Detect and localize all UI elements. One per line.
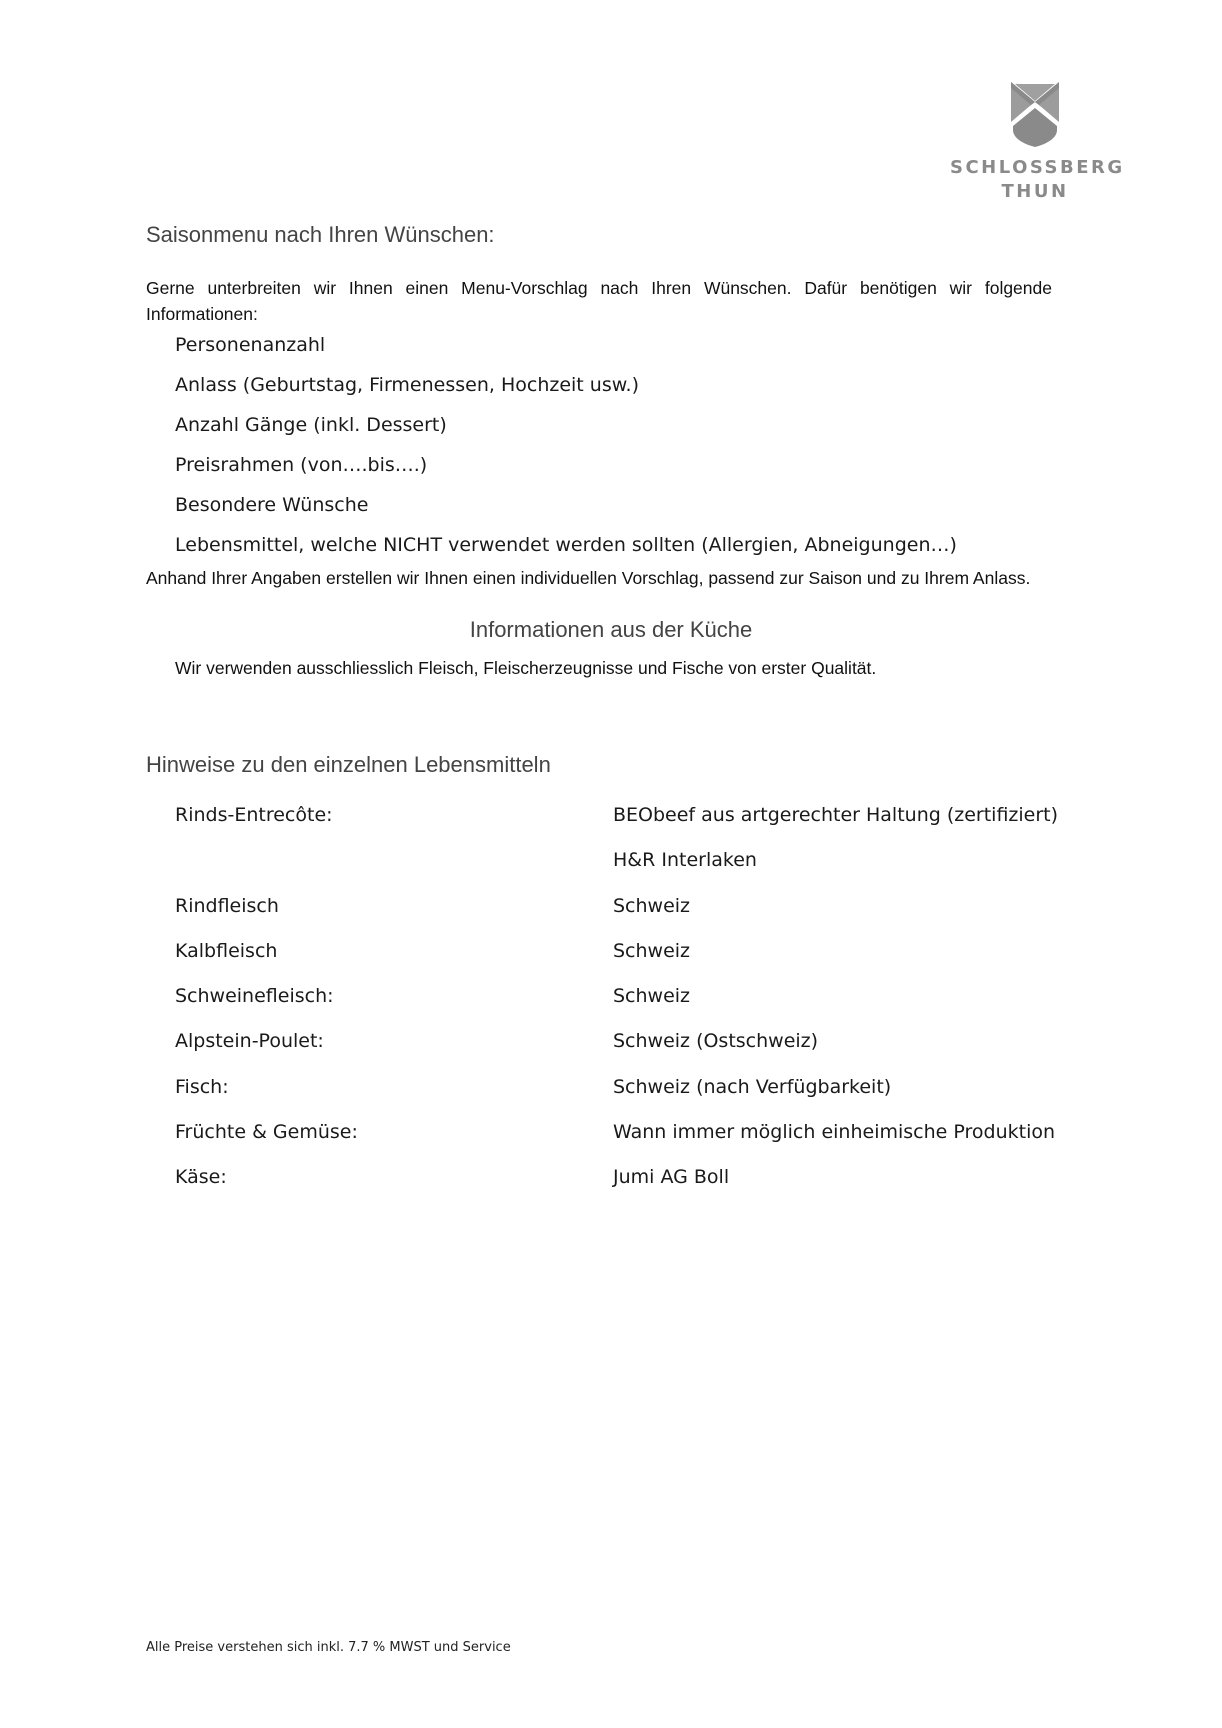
row-label: Alpstein-Poulet:	[175, 1030, 324, 1053]
food-origin-table	[175, 800, 1075, 1208]
outro-paragraph: Anhand Ihrer Angaben erstellen wir Ihnen einen individuellen Vorschlag, passend zur Saison und zu Ihrem Anlass.	[146, 568, 1031, 588]
list-item: Personenanzahl	[175, 334, 326, 356]
row-value: Schweiz (Ostschweiz)	[613, 1030, 819, 1053]
logo	[950, 80, 1125, 204]
table-row	[175, 1162, 1075, 1207]
table-row	[175, 800, 1075, 845]
table-row	[175, 891, 1075, 936]
row-label: Käse:	[175, 1166, 227, 1189]
table-row	[175, 936, 1075, 981]
list-item: Anlass (Geburtstag, Firmenessen, Hochzeit usw.)	[175, 374, 639, 396]
row-label: Früchte & Gemüse:	[175, 1121, 358, 1144]
table-row	[175, 1117, 1075, 1162]
row-label: Kalbfleisch	[175, 939, 278, 962]
info-list	[175, 325, 957, 565]
list-item: Anzahl Gänge (inkl. Dessert)	[175, 414, 447, 436]
row-label: Rindfleisch	[175, 894, 279, 917]
table-row	[175, 1072, 1075, 1117]
table-row	[175, 1026, 1075, 1071]
intro-paragraph: Gerne unterbreiten wir Ihnen einen Menu-Vorschlag nach Ihren Wünschen. Dafür benötigen wir folgende Informationen:	[146, 278, 1052, 324]
row-value: Schweiz	[613, 894, 691, 917]
row-label: Schweinefleisch:	[175, 985, 334, 1008]
table-row	[175, 845, 1075, 890]
row-value: Jumi AG Boll	[613, 1166, 730, 1189]
logo-line-1: SCHLOSSBERG	[950, 157, 1125, 178]
row-value: Wann immer möglich einheimische Produktion	[613, 1121, 1056, 1144]
list-item: Besondere Wünsche	[175, 494, 369, 516]
section-heading-food: Hinweise zu den einzelnen Lebensmitteln	[146, 752, 551, 777]
table-row	[175, 981, 1075, 1026]
row-value: BEObeef aus artgerechter Haltung (zertifiziert)	[613, 804, 1059, 826]
kitchen-text: Wir verwenden ausschliesslich Fleisch, Fleischerzeugnisse und Fische von erster Qualität.	[175, 658, 877, 678]
kitchen-heading: Informationen aus der Küche	[469, 617, 753, 642]
row-value: Schweiz	[613, 985, 691, 1008]
row-value: H&R Interlaken	[613, 849, 757, 872]
footer-note: Alle Preise verstehen sich inkl. 7.7 % MWST und Service	[146, 1640, 511, 1655]
row-value: Schweiz (nach Verfügbarkeit)	[613, 1075, 892, 1098]
row-label: Fisch:	[175, 1075, 229, 1098]
row-value: Schweiz	[613, 939, 691, 962]
logo-line-2: THUN	[1001, 181, 1069, 202]
section-heading-menu: Saisonmenu nach Ihren Wünschen:	[146, 222, 495, 247]
list-item: Lebensmittel, welche NICHT verwendet werden sollten (Allergien, Abneigungen…)	[175, 534, 957, 556]
shield-x-icon	[1009, 80, 1061, 148]
row-label: Rinds-Entrecôte:	[175, 804, 333, 826]
list-item: Preisrahmen (von….bis….)	[175, 454, 428, 476]
